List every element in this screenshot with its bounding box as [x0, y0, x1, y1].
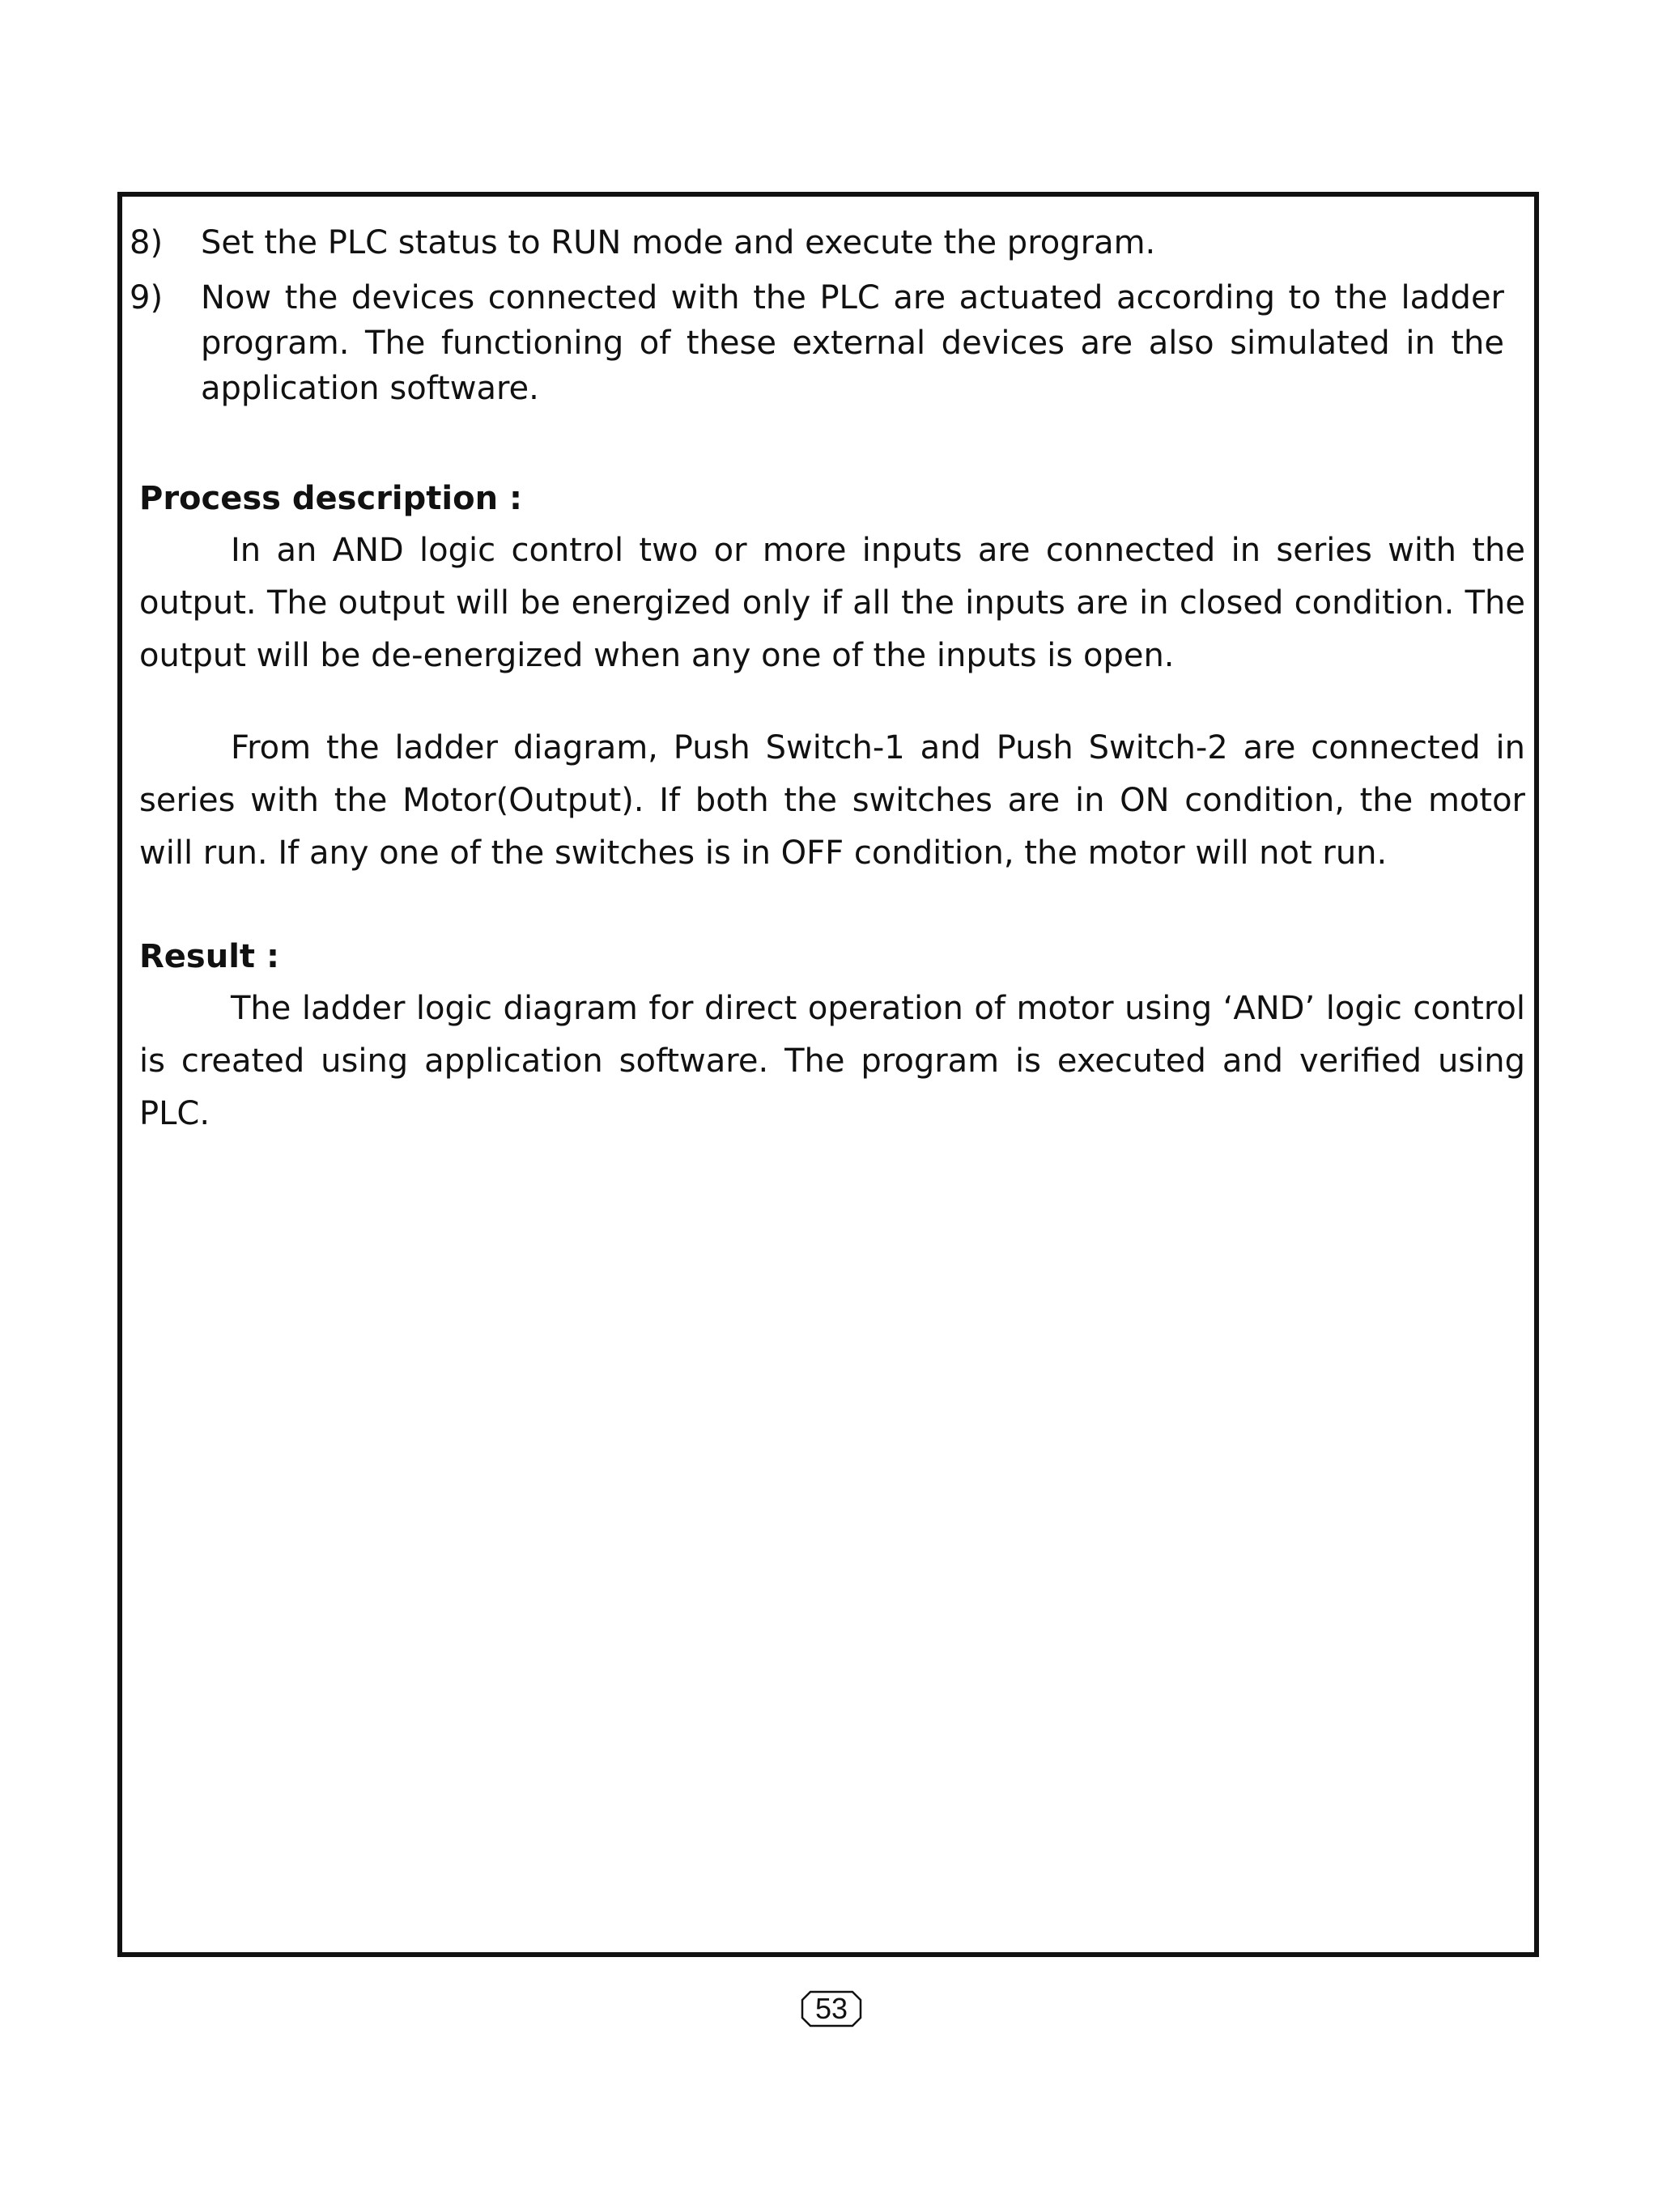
page-number: 53: [814, 1992, 848, 2025]
procedure-step: [130, 220, 1506, 265]
process-description-paragraph: From the ladder diagram, Push Switch-1 and Push Switch-2 are connected in series with the Motor(Output). If both the switches are in ON condition, the motor will run. If any one of the switches is in OFF condition, the motor will not run.: [139, 729, 1525, 872]
step-text: Now the devices connected with the PLC are actuated according to the ladder program. The functioning of these external devices are also simulated in the application software.: [201, 279, 1504, 407]
result-heading: Result :: [139, 938, 279, 975]
result-paragraph: The ladder logic diagram for direct operation of motor using ‘AND’ logic control is created using application software. The program is executed and verified using PLC.: [139, 990, 1525, 1132]
step-number: 9): [130, 279, 164, 316]
step-number: 8): [130, 224, 164, 261]
step-text: Set the PLC status to RUN mode and execute the program.: [201, 224, 1156, 261]
process-description-heading: Process description :: [139, 480, 522, 517]
procedure-step: [130, 275, 1506, 411]
page-number-badge: [801, 1990, 862, 2027]
procedure-steps-list: [130, 220, 1506, 421]
process-description-paragraph: In an AND logic control two or more inputs are connected in series with the output. The output will be energized only if all the inputs are in closed condition. The output will be de-energized when any one of the inputs is open.: [139, 532, 1525, 674]
